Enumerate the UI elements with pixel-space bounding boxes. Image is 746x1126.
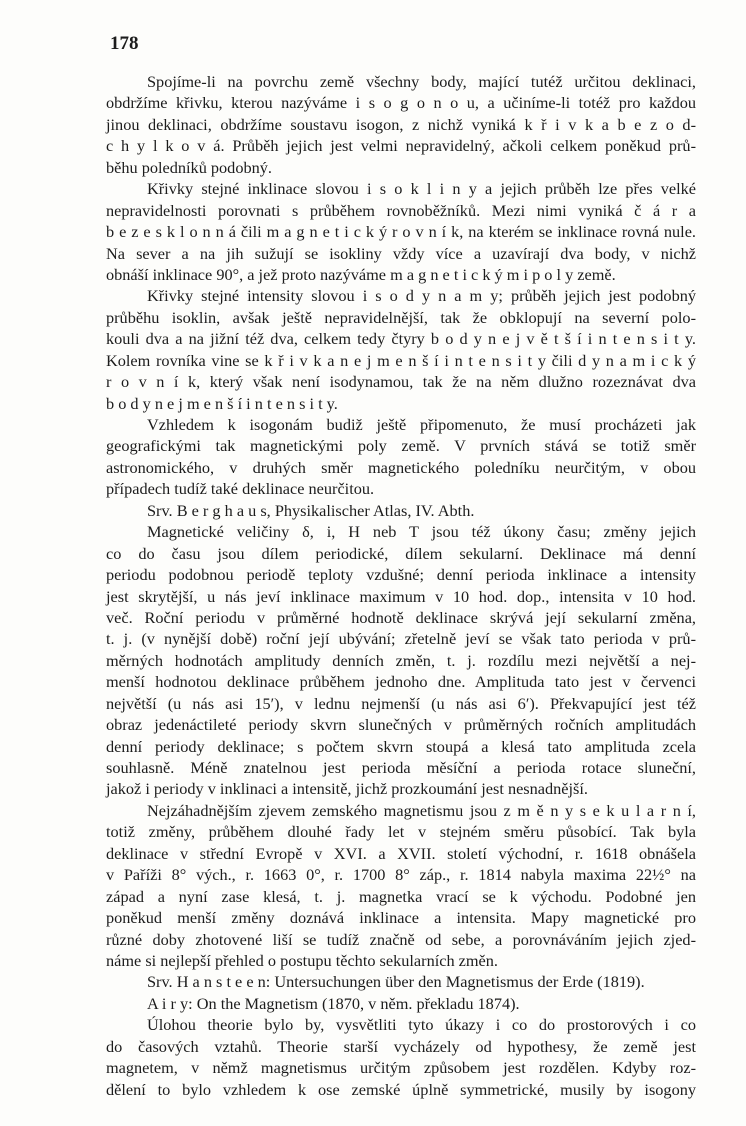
- text-line: totiž změny, průběhem dlouhé řady let v stejném směru působící. Tak byla: [106, 822, 696, 842]
- text-line: různé doby zhotovené liší se tudíž značně od sebe, a porovnáváním jejich zjed-: [106, 929, 696, 949]
- body-text: [106, 71, 696, 1100]
- text-line: běhu poledníků podobný.: [106, 157, 272, 177]
- text-line: průběhu isoklin, avšak ještě nepravidelnější, tak že obklopují na severní polo-: [106, 307, 696, 327]
- text-line: největší (u nás asi 15′), v lednu nejmenší (u nás asi 6′). Překvapující jest též: [106, 693, 696, 713]
- text-line: souhlasně. Méně znatelnou jest perioda měsíční a perioda rotace sluneční,: [106, 758, 696, 777]
- text-line: případech tudíž také deklinace neurčitou.: [106, 479, 375, 499]
- text-line: kouli dva a na jižní též dva, celkem tedy čtyry b o d y n e j v ě t š í i n t e n s i t y.: [106, 329, 696, 349]
- text-line: geografickými tak magnetickými poly země. V prvních stává se totiž směr: [106, 436, 696, 456]
- text-line: poněkud menší změny doznává inklinace a intensita. Mapy magnetické pro: [106, 908, 696, 928]
- page-number: 178: [110, 33, 139, 54]
- text-line: jinou deklinaci, obdržíme soustavu isogon, z nichž vyniká k ř i v k a b e z o d-: [106, 114, 696, 134]
- text-line: deklinace v střední Evropě v XVI. a XVII. století východní, r. 1618 obnášela: [106, 843, 696, 863]
- text-line: Spojíme-li na povrchu země všechny body, mající tutéž určitou deklinaci,: [147, 72, 696, 91]
- text-line: obraz jedenáctileté periody skvrn slunečných v průměrných ročních amplitudách: [106, 715, 696, 735]
- text-line: Srv. H a n s t e e n: Untersuchungen über den Magnetismus der Erde (1819).: [147, 972, 645, 992]
- text-line: v Paříži 8° vých., r. 1663 0°, r. 1700 8° záp., r. 1814 nabyla maxima 22½° na: [106, 865, 696, 885]
- text-line: Vzhledem k isogonám budiž ještě připomenuto, že musí procházeti jak: [147, 415, 696, 434]
- text-line: t. j. (v nynější době) roční její ubývání; zřetelně jeví se však tato perioda v prů-: [106, 629, 696, 649]
- text-line: jakož i periody v inklinaci a intensitě, jichž prozkoumání jest nesnadnější.: [106, 779, 588, 799]
- text-line: periodu podobnou periodě teploty vzdušné; denní perioda inklinace a intensity: [106, 565, 696, 585]
- text-line: A i r y: On the Magnetism (1870, v něm. překladu 1874).: [147, 993, 520, 1013]
- text-line: nepravidelnosti porovnati s průběhem rovnoběžníků. Mezi nimi vyniká č á r a: [106, 200, 696, 220]
- text-line: b e z e s k l o n n á čili m a g n e t i c k ý r o v n í k, na kterém se inklinace rovná nule.: [106, 222, 696, 242]
- text-line: več. Roční periodu v průměrné hodnotě deklinace skrývá její sekularní změna,: [106, 607, 696, 627]
- text-line: c h y l k o v á. Průběh jejich jest velmi nepravidelný, ačkoli celkem poněkud prů-: [106, 136, 696, 156]
- text-line: co do času jsou dílem periodické, dílem sekularní. Deklinace má denní: [106, 543, 696, 563]
- text-line: Srv. B e r g h a u s, Physikalischer Atlas, IV. Abth.: [147, 500, 475, 520]
- text-line: obnáší inklinace 90°, a jež proto nazýváme m a g n e t i c k ý m i p o l y země.: [106, 264, 616, 284]
- text-line: Nejzáhadnějším zjevem zemského magnetismu jsou z m ě n y s e k u l a r n í,: [147, 800, 696, 820]
- text-line: Křivky stejné inklinace slovou i s o k l i n y a jejich průběh lze přes velké: [147, 179, 696, 199]
- text-line: r o v n í k, který však není isodynamou, tak že na něm dlužno rozeznávat dva: [106, 372, 696, 392]
- text-line: dělení to bylo vzhledem k ose zemské úplně symmetrické, musily by isogony: [106, 1079, 696, 1099]
- text-line: jest skrytější, u nás jeví inklinace maximum v 10 hod. dop., intensita v 10 hod.: [106, 586, 696, 606]
- text-line: náme si nejlepší přehled o postupu těchto sekularních změn.: [106, 950, 498, 970]
- text-line: Úlohou theorie bylo by, vysvětliti tyto úkazy i co do prostorových i co: [147, 1015, 696, 1035]
- text-line: menší hodnotou deklinace průběhem jednoho dne. Amplituda tato jest v červenci: [106, 672, 696, 692]
- text-line: západ a nyní zase klesá, t. j. magnetka vrací se k východu. Podobné jen: [106, 886, 696, 906]
- text-line: astronomického, v druhých směr magnetického poledníku neurčitým, v obou: [106, 457, 696, 477]
- text-line: do časových vztahů. Theorie starší vycházely od hypothesy, že země jest: [106, 1036, 696, 1056]
- text-line: obdržíme křivku, kterou nazýváme i s o g o n o u, a učiníme-li totéž pro každou: [106, 93, 696, 113]
- text-line: denní periody deklinace; s počtem skvrn stoupá a klesá tato amplituda zcela: [106, 736, 696, 756]
- text-line: b o d y n e j m e n š í i n t e n s i t y.: [106, 393, 338, 413]
- text-line: Magnetické veličiny δ, i, H neb T jsou též úkony času; změny jejich: [147, 522, 696, 542]
- text-line: Křivky stejné intensity slovou i s o d y n a m y; průběh jejich jest podobný: [147, 286, 696, 306]
- text-line: měrných hodnotách amplitudy denních změn, t. j. rozdílu mezi největší a nej-: [106, 650, 696, 670]
- text-line: Na sever a na jih sužují se isokliny vždy více a uzavírají dva body, v nichž: [106, 243, 696, 263]
- text-line: Kolem rovníka vine se k ř i v k a n e j m e n š í i n t e n s i t y čili d y n a m i c k ý: [106, 350, 696, 370]
- text-line: magnetem, v němž magnetismus určitým způsobem jest rozdělen. Kdyby roz-: [106, 1058, 696, 1078]
